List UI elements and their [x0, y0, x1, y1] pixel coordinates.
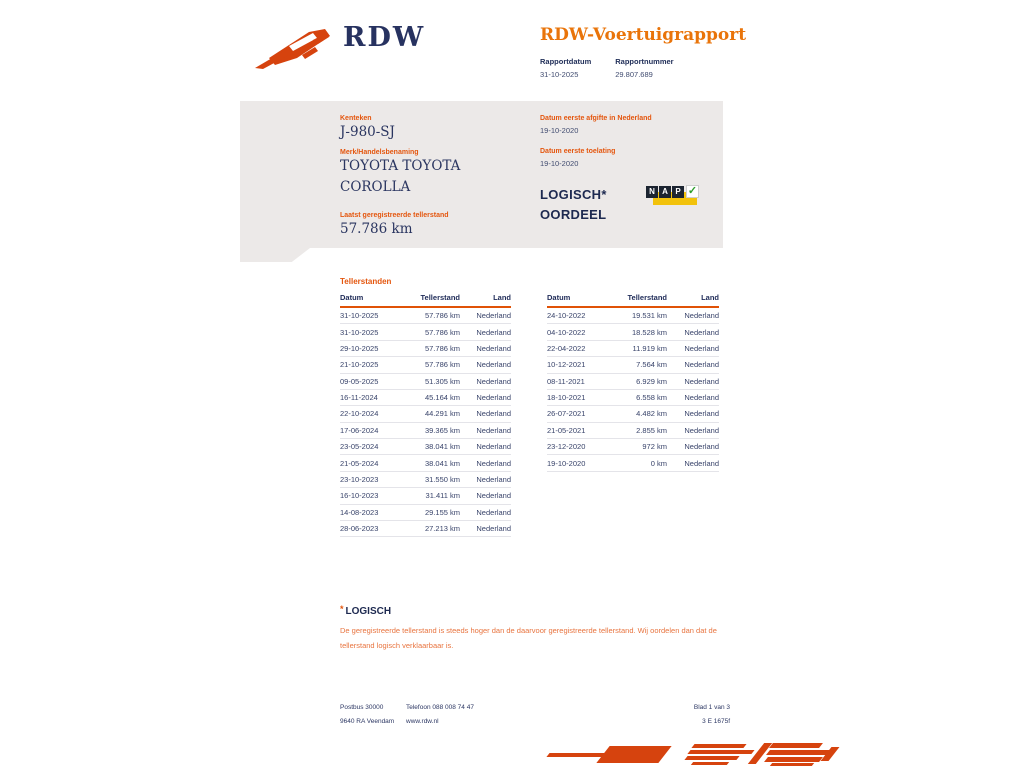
table-cell: 31-10-2025 — [340, 311, 379, 321]
table-cell: 09-05-2025 — [340, 376, 379, 386]
table-cell: Nederland — [476, 474, 511, 484]
kenteken-label: Kenteken — [340, 115, 372, 122]
footer-stripes-graphic — [543, 740, 843, 768]
table-row — [340, 357, 511, 373]
table-row — [547, 455, 719, 471]
table-row — [340, 406, 511, 422]
table-cell: 18-10-2021 — [547, 393, 586, 403]
odometer-table-left — [340, 290, 511, 537]
table-cell: 39.365 km — [424, 425, 460, 435]
odometer-table-right — [547, 290, 719, 472]
tellerstanden-section-title: Tellerstanden — [340, 277, 392, 286]
table-row — [340, 521, 511, 537]
col-header-land: Land — [701, 293, 719, 302]
table-row — [340, 374, 511, 390]
footer-address — [340, 701, 394, 729]
table-row — [547, 390, 719, 406]
nap-letter-a: A — [659, 186, 671, 198]
report-date-label: Rapportdatum — [540, 57, 592, 66]
col-header-datum: Datum — [547, 293, 571, 302]
table-row — [340, 341, 511, 357]
table-cell: Nederland — [684, 458, 719, 468]
table-cell: Nederland — [476, 393, 511, 403]
table-cell: 08-11-2021 — [547, 376, 585, 386]
table-cell: Nederland — [476, 425, 511, 435]
report-date-block — [540, 57, 591, 79]
footnote-title: LOGISCH — [345, 606, 392, 617]
table-cell: 19-10-2020 — [547, 458, 586, 468]
table-cell: 23-05-2024 — [340, 442, 379, 452]
table-row — [547, 357, 719, 373]
table-cell: Nederland — [476, 458, 511, 468]
table-cell: 972 km — [642, 442, 667, 452]
table-cell: Nederland — [684, 327, 719, 337]
col-header-datum: Datum — [340, 293, 364, 302]
table-cell: Nederland — [476, 491, 511, 501]
table-cell: 21-10-2025 — [340, 360, 379, 370]
afgifte-value: 19-10-2020 — [540, 126, 579, 135]
table-cell: 6.929 km — [636, 376, 667, 386]
table-cell: 7.564 km — [636, 360, 667, 370]
report-number-value: 29.807.689 — [615, 70, 653, 79]
table-row — [547, 439, 719, 455]
nap-logo — [646, 184, 700, 208]
table-cell: 57.786 km — [424, 360, 460, 370]
table-cell: 17-06-2024 — [340, 425, 379, 435]
report-number-label: Rapportnummer — [615, 57, 674, 66]
col-header-tellerstand: Tellerstand — [420, 293, 460, 302]
table-body — [340, 308, 511, 537]
oordeel-text — [540, 185, 607, 225]
footnote-text: De geregistreerde tellerstand is steeds hoger dan de daarvoor geregistreerde tellerstand. Wij oordelen dan dat de tellerstand logisch verklaarbaar is. — [340, 626, 717, 650]
merk-value-line2: COROLLA — [340, 179, 411, 195]
table-cell: 16-11-2024 — [340, 393, 378, 403]
report-meta — [540, 57, 674, 79]
table-cell: 57.786 km — [424, 327, 460, 337]
table-cell: Nederland — [684, 442, 719, 452]
table-row — [547, 423, 719, 439]
table-cell: Nederland — [476, 524, 511, 534]
table-cell: Nederland — [476, 442, 511, 452]
toelating-value: 19-10-2020 — [540, 159, 579, 168]
kenteken-value: J-980-SJ — [340, 124, 395, 140]
table-cell: Nederland — [476, 376, 511, 386]
table-cell: 21-05-2021 — [547, 425, 586, 435]
table-cell: 6.558 km — [636, 393, 667, 403]
oordeel-line2: OORDEEL — [540, 207, 607, 222]
footer-address-line2: 9640 RA Veendam — [340, 718, 395, 725]
table-cell: 4.482 km — [636, 409, 667, 419]
table-header — [340, 290, 511, 308]
toelating-label: Datum eerste toelating — [540, 148, 616, 155]
footer-form-code: 3 E 1675f — [702, 718, 730, 725]
table-cell: 21-05-2024 — [340, 458, 379, 468]
table-row — [340, 472, 511, 488]
table-cell: 31-10-2025 — [340, 327, 379, 337]
document-title: RDW-Voertuigrapport — [540, 25, 747, 45]
table-cell: 0 km — [650, 458, 667, 468]
col-header-tellerstand: Tellerstand — [627, 293, 667, 302]
table-cell: 24-10-2022 — [547, 311, 586, 321]
table-cell: 27.213 km — [424, 524, 460, 534]
vehicle-summary-panel — [240, 101, 723, 248]
table-cell: 28-06-2023 — [340, 524, 379, 534]
table-row — [547, 374, 719, 390]
report-date-value: 31-10-2025 — [540, 70, 579, 79]
table-cell: 45.164 km — [424, 393, 460, 403]
nap-letter-n: N — [646, 186, 658, 198]
table-row — [340, 439, 511, 455]
table-cell: 2.855 km — [636, 425, 667, 435]
table-row — [340, 390, 511, 406]
table-cell: 19.531 km — [631, 311, 667, 321]
footer-address-line1: Postbus 30000 — [340, 704, 384, 711]
table-cell: 18.528 km — [631, 327, 667, 337]
table-cell: 29.155 km — [424, 507, 460, 517]
table-cell: 57.786 km — [424, 343, 460, 353]
footer-contact — [406, 701, 474, 729]
nap-letter-p: P — [672, 186, 684, 198]
table-cell: 31.550 km — [424, 474, 460, 484]
table-cell: Nederland — [476, 360, 511, 370]
footer-page-number: Blad 1 van 3 — [693, 704, 730, 711]
table-cell: Nederland — [476, 343, 511, 353]
table-cell: 26-07-2021 — [547, 409, 586, 419]
table-row — [547, 406, 719, 422]
table-cell: Nederland — [684, 425, 719, 435]
table-cell: Nederland — [684, 311, 719, 321]
table-cell: Nederland — [476, 311, 511, 321]
table-cell: 29-10-2025 — [340, 343, 379, 353]
footer-phone: Telefoon 088 008 74 47 — [406, 704, 474, 711]
table-cell: 23-12-2020 — [547, 442, 586, 452]
table-cell: 23-10-2023 — [340, 474, 379, 484]
table-row — [547, 308, 719, 324]
rdw-wordmark: RDW — [343, 22, 426, 53]
footer-website-link[interactable]: www.rdw.nl — [406, 718, 439, 725]
table-cell: 31.411 km — [425, 491, 460, 501]
footer-pageinfo — [694, 701, 730, 729]
table-cell: 51.305 km — [424, 376, 460, 386]
table-cell: 16-10-2023 — [340, 491, 379, 501]
table-cell: Nederland — [684, 393, 719, 403]
table-cell: Nederland — [684, 376, 719, 386]
table-cell: Nederland — [684, 409, 719, 419]
oordeel-line1: LOGISCH* — [540, 187, 607, 202]
table-cell: Nederland — [684, 343, 719, 353]
table-row — [547, 324, 719, 340]
table-row — [340, 423, 511, 439]
table-cell: 22-04-2022 — [547, 343, 586, 353]
table-row — [340, 488, 511, 504]
table-row — [340, 308, 511, 324]
col-header-land: Land — [493, 293, 511, 302]
rdw-bird-icon — [255, 24, 335, 70]
table-row — [340, 455, 511, 471]
afgifte-label: Datum eerste afgifte in Nederland — [540, 115, 652, 122]
table-row — [340, 505, 511, 521]
logisch-footnote — [340, 604, 734, 653]
tellerstand-value: 57.786 km — [340, 221, 413, 237]
table-cell: Nederland — [476, 327, 511, 337]
check-icon: ✓ — [687, 185, 698, 197]
report-number-block — [615, 57, 673, 79]
tellerstand-label: Laatst geregistreerde tellerstand — [340, 212, 449, 219]
table-cell: 04-10-2022 — [547, 327, 586, 337]
table-cell: 11.919 km — [632, 343, 667, 353]
table-row — [340, 324, 511, 340]
table-cell: Nederland — [476, 507, 511, 517]
table-cell: 38.041 km — [424, 458, 460, 468]
merk-value-line1: TOYOTA TOYOTA — [340, 158, 461, 174]
table-cell: 38.041 km — [424, 442, 460, 452]
table-cell: 57.786 km — [424, 311, 460, 321]
table-cell: 14-08-2023 — [340, 507, 379, 517]
table-cell: Nederland — [476, 409, 511, 419]
rdw-logo — [255, 24, 425, 70]
table-cell: 22-10-2024 — [340, 409, 379, 419]
table-header — [547, 290, 719, 308]
merk-label: Merk/Handelsbenaming — [340, 149, 419, 156]
table-body — [547, 308, 719, 472]
table-cell: 10-12-2021 — [547, 360, 586, 370]
table-row — [547, 341, 719, 357]
table-cell: 44.291 km — [424, 409, 460, 419]
footnote-heading — [340, 604, 734, 617]
footnote-asterisk: * — [340, 604, 344, 614]
table-cell: Nederland — [684, 360, 719, 370]
